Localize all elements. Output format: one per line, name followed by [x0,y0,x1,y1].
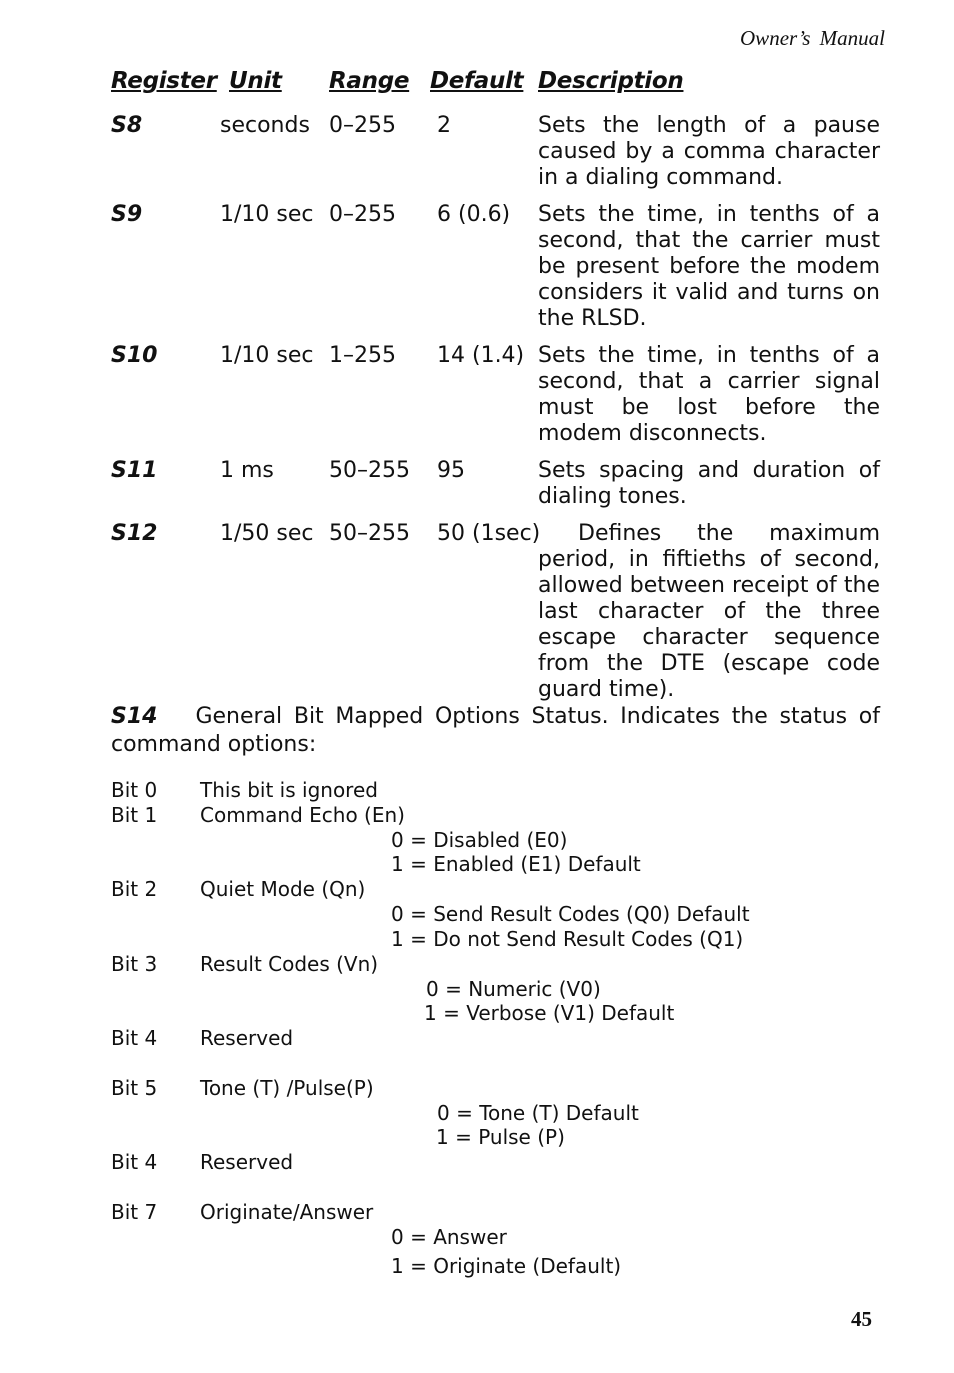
register-range: 0–255 [329,202,396,227]
register-description: Sets the time, in tenths of a second, that a carrier signal must be lost before the modem disconnects. [538,343,880,446]
bit-label: Tone (T) /Pulse(P) [200,1076,374,1100]
bit-label: Reserved [200,1026,294,1050]
register-default: 2 [437,113,451,138]
register-description: Sets spacing and duration of dialing tones. [538,458,880,509]
column-header-default: Default [430,68,524,94]
bit-option: 0 = Send Result Codes (Q0) Default [391,902,750,926]
register-default: 50 (1sec) [437,521,541,546]
register-unit: 1/10 sec [220,343,314,368]
bit-option: 1 = Originate (Default) [391,1254,622,1278]
register-unit: 1/50 sec [220,521,314,546]
bit-label: Quiet Mode (Qn) [200,877,366,901]
register-default: 95 [437,458,465,483]
register-name: S8 [111,113,143,138]
register-default: 6 (0.6) [437,202,511,227]
bit-number: Bit 4 [111,1150,158,1174]
s14-paragraph [111,703,880,759]
bit-number: Bit 7 [111,1200,158,1224]
bit-option: 1 = Enabled (E1) Default [391,852,641,876]
bit-number: Bit 5 [111,1076,158,1100]
bit-option: 1 = Do not Send Result Codes (Q1) [391,927,744,951]
register-name: S10 [111,343,158,368]
register-range: 50–255 [329,458,410,483]
bit-option: 0 = Disabled (E0) [391,828,568,852]
bit-label: Originate/Answer [200,1200,374,1224]
bit-option: 0 = Numeric (V0) [426,977,601,1001]
register-range: 0–255 [329,113,396,138]
register-range: 50–255 [329,521,410,546]
column-header-unit: Unit [229,68,282,94]
page-number: 45 [851,1307,872,1331]
bit-option: 0 = Tone (T) Default [437,1101,639,1125]
bit-number: Bit 4 [111,1026,158,1050]
bit-label: Result Codes (Vn) [200,952,379,976]
register-name: S12 [111,521,158,546]
register-name: S14 [111,704,158,729]
register-description: Sets the time, in tenths of a second, that the carrier must be present before the modem considers it valid and turns on the RLSD. [538,202,880,331]
bit-label: This bit is ignored [200,778,378,802]
column-header-description: Description [538,68,684,94]
register-default: 14 (1.4) [437,343,525,368]
bit-label: Command Echo (En) [200,803,405,827]
column-header-register: Register [111,68,217,94]
bit-number: Bit 3 [111,952,158,976]
s14-text: General Bit Mapped Options Status. Indicates the status of command options: [111,704,880,757]
bit-number: Bit 0 [111,778,158,802]
register-description: Defines the maximum period, in fiftieths of second, allowed between receipt of the last character of the three escape character sequence from the DTE (escape code guard time). [538,521,880,702]
bit-number: Bit 2 [111,877,158,901]
bit-option: 1 = Verbose (V1) Default [424,1001,675,1025]
bit-option: 1 = Pulse (P) [436,1125,565,1149]
register-unit: 1/10 sec [220,202,314,227]
page-header: Owner’s Manual [740,26,885,50]
register-name: S9 [111,202,143,227]
bit-number: Bit 1 [111,803,158,827]
register-range: 1–255 [329,343,396,368]
register-unit: seconds [220,113,310,138]
register-name: S11 [111,458,158,483]
bit-option: 0 = Answer [391,1225,507,1249]
register-unit: 1 ms [220,458,274,483]
column-header-range: Range [329,68,410,94]
register-description: Sets the length of a pause caused by a comma character in a dialing command. [538,113,880,190]
bit-label: Reserved [200,1150,294,1174]
